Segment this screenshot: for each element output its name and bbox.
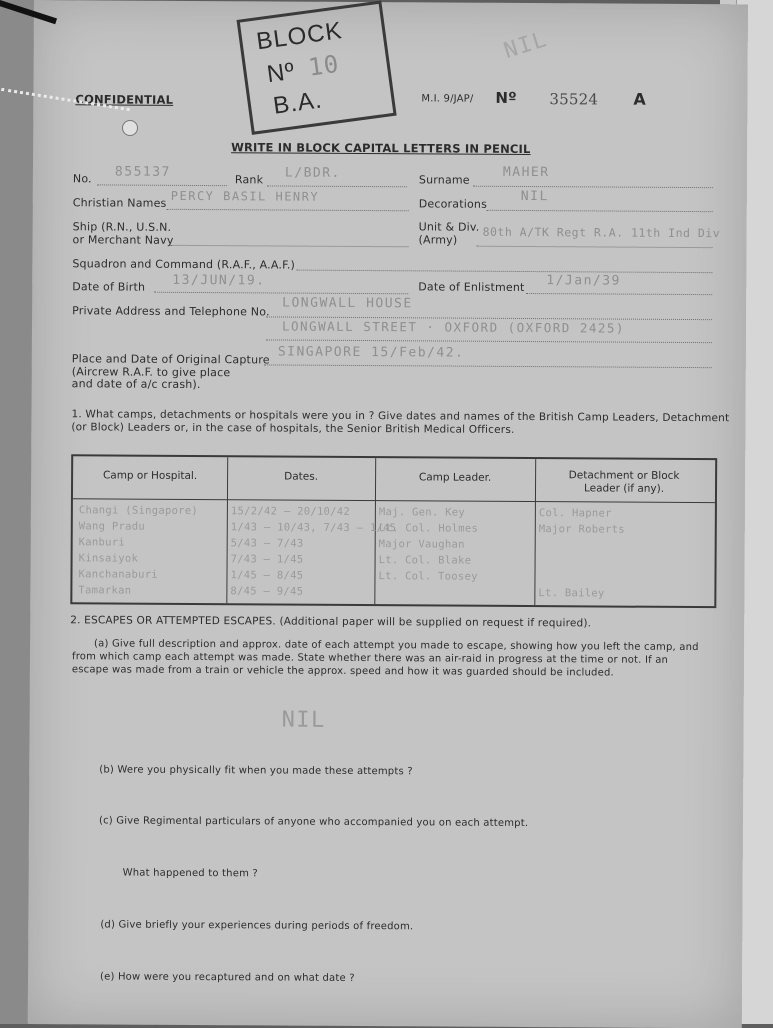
table-cell: 1/45 – 8/45 (230, 569, 304, 582)
table-cell (378, 586, 532, 587)
question-2a-line1: (a) Give full description and approx. date of each attempt you made to escape, showing how you left the camp, and (94, 638, 699, 654)
ref-label: M.I. 9/JAP/ (421, 93, 474, 105)
table-cell: 5/43 – 7/43 (230, 537, 304, 550)
table-cell: Changi (Singapore) (78, 504, 199, 518)
nil-pencil-mark: NIL (500, 26, 551, 65)
col-header-camp: Camp or Hospital. (102, 469, 198, 483)
stamp-no-text: Nº (265, 57, 297, 89)
question-2a-line2: from which camp each attempt was made. State whether there was an air-raid in progress at the time or not. If an (71, 651, 669, 666)
rank-value: L/BDR. (284, 165, 341, 181)
question-1-line2: (or Block) Leaders or, in the case of hospitals, the Senior British Medical Officers. (71, 421, 515, 436)
unit-label-2: (Army) (418, 233, 458, 247)
table-cell: Wang Pradu (78, 520, 146, 533)
table-cell: 1/43 – 10/43, 7/43 – 1/45 (230, 521, 397, 535)
camps-table (70, 454, 717, 608)
christian-names-label: Christian Names (72, 196, 167, 210)
number-label: Nº (495, 88, 517, 107)
address-line1: LONGWALL HOUSE (282, 295, 413, 312)
escape-nil-answer: NIL (281, 707, 326, 733)
address-line2: LONGWALL STREET · OXFORD (OXFORD 2425) (281, 318, 626, 336)
surname-value: MAHER (502, 164, 550, 181)
dob-label: Date of Birth (72, 280, 146, 294)
unit-value: 80th A/TK Regt R.A. 11th Ind Div (482, 224, 721, 241)
no-label: No. (72, 172, 92, 186)
surname-label: Surname (418, 173, 470, 187)
table-cell: Lt. Bailey (538, 587, 605, 600)
question-2e: (e) How were you recaptured and on what date ? (100, 971, 355, 984)
table-cell (539, 555, 709, 556)
instruction-heading: WRITE IN BLOCK CAPITAL LETTERS IN PENCIL (231, 140, 531, 157)
col-header-camp-leader: Camp Leader. (418, 471, 492, 484)
table-cell: Kanburi (78, 536, 126, 549)
table-cell: Major Roberts (538, 523, 625, 536)
service-number-value: 855137 (114, 164, 171, 180)
stamp-ba-text: B.A. (271, 86, 325, 120)
enlistment-value: 1/Jan/39 (546, 273, 621, 289)
table-cell: Kinsaiyok (78, 552, 139, 565)
form-suffix: A (633, 89, 647, 109)
capture-label-3: and date of a/c crash). (71, 377, 201, 392)
capture-label: Place and Date of Original Capture (71, 352, 270, 367)
form-number: 35524 (549, 90, 599, 109)
block-stamp (237, 1, 397, 135)
table-cell: 15/2/42 – 20/10/42 (230, 505, 351, 518)
table-cell: Major Vaughan (378, 538, 465, 551)
table-cell: Kanchanaburi (78, 568, 158, 581)
squadron-label: Squadron and Command (R.A.F., A.A.F.) (72, 257, 296, 272)
table-cell: Lt. Col. Blake (378, 554, 472, 567)
christian-names-value: PERCY BASIL HENRY (170, 188, 320, 204)
decorations-label: Decorations (418, 197, 488, 211)
col-header-detachment: Detachment or Block (568, 469, 680, 482)
decorations-value: NIL (520, 188, 549, 205)
question-2b: (b) Were you physically fit when you made these attempts ? (99, 764, 413, 778)
table-cell (539, 571, 709, 572)
question-2-title: 2. ESCAPES OR ATTEMPTED ESCAPES. (Additional paper will be supplied on request if required). (70, 614, 592, 630)
col-header-dates: Dates. (284, 470, 319, 483)
ship-label: Ship (R.N., U.S.N. (72, 220, 172, 234)
question-2c-followup: What happened to them ? (122, 867, 258, 880)
table-cell (539, 539, 709, 540)
table-cell: 8/45 – 9/45 (230, 585, 304, 598)
table-cell: Col. Hapner (538, 507, 612, 520)
stamp-number-handwritten: 10 (306, 49, 342, 82)
question-2d: (d) Give briefly your experiences during periods of freedom. (100, 919, 414, 933)
enlistment-label: Date of Enlistment (418, 280, 525, 295)
question-2c: (c) Give Regimental particulars of anyone who accompanied you on each attempt. (98, 815, 529, 830)
table-cell: 7/43 – 1/45 (230, 553, 304, 566)
table-cell: Lt. Col. Toosey (378, 570, 478, 583)
col-header-detachment-2: Leader (if any). (583, 482, 665, 495)
table-cell: Maj. Gen. Key (378, 506, 466, 519)
question-2a-line3: escape was made from a train or vehicle the approx. speed and how it was guarded should be included. (71, 664, 614, 679)
form-sheet (28, 0, 748, 1028)
tag-eyelet (122, 120, 138, 136)
table-cell: Tamarkan (78, 584, 132, 597)
dob-value: 13/JUN/19. (172, 272, 266, 289)
stamp-block-text: BLOCK (254, 17, 345, 56)
capture-value: SINGAPORE 15/Feb/42. (277, 344, 465, 361)
question-1-line1: 1. What camps, detachments or hospitals were you in ? Give dates and names of the British Camp Leaders, Detachment (71, 408, 730, 425)
capture-label-2: (Aircrew R.A.F. to give place (71, 365, 231, 380)
confidential-label: CONFIDENTIAL (75, 92, 174, 107)
ship-label-2: or Merchant Navy (72, 233, 174, 247)
unit-label: Unit & Div. (418, 220, 480, 234)
rank-label: Rank (234, 173, 264, 187)
table-cell: Lt. Col. Holmes (378, 522, 479, 535)
address-label: Private Address and Telephone No. (72, 304, 270, 319)
